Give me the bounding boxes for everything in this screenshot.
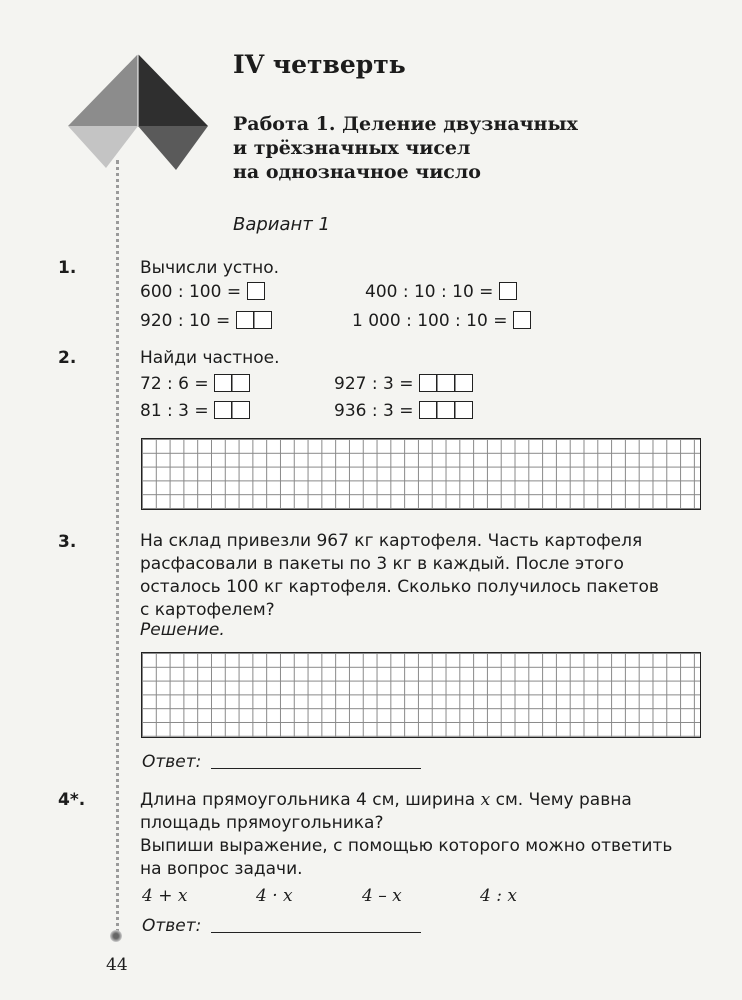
task-1-number: 1. [58,258,77,278]
task-2-expression-c [140,401,250,421]
answer-line[interactable] [211,920,421,933]
task-3-text [140,530,659,622]
task-3-line-2: расфасовали в пакеты по 3 кг в каждый. После этого [140,554,624,574]
task-2-expression-b [334,374,473,394]
task-4-option-4[interactable]: 4 : x [480,886,517,906]
task-3-answer-row [142,752,421,772]
task-4-line-1-start: Длина прямоугольника 4 см, ширина [140,790,481,810]
task-1-expression-d [352,311,531,331]
task-4-line-1-end: см. Чему равна [490,790,632,810]
expression-text: 1 000 : 100 : 10 = [352,311,508,331]
expression-text: 400 : 10 : 10 = [365,282,494,302]
task-1-prompt: Вычисли устно. [140,258,280,278]
work-title-line-1: Работа 1. Деление двузначных [233,113,578,135]
task-3-solution-label: Решение. [140,620,225,640]
answer-label: Ответ: [142,916,202,936]
task-4-line-4: на вопрос задачи. [140,859,303,879]
expression-text: 72 : 6 = [140,374,209,394]
work-title-line-3: на однозначное число [233,161,481,183]
answer-box-3-digit[interactable] [419,401,473,419]
task-4-number: 4*. [58,790,86,810]
task-4-option-2[interactable]: 4 · x [256,886,293,906]
task-2-number: 2. [58,348,77,368]
answer-label: Ответ: [142,752,202,772]
expression-text: 936 : 3 = [334,401,414,421]
margin-dotted-line [116,160,123,940]
expression-text: 81 : 3 = [140,401,209,421]
expression-text: 927 : 3 = [334,374,414,394]
answer-line[interactable] [211,756,421,769]
variant-label: Вариант 1 [233,214,330,235]
task-2-expression-d [334,401,473,421]
task-2-prompt: Найди частное. [140,348,280,368]
expression-text: 920 : 10 = [140,311,231,331]
margin-dot-end [110,930,122,942]
decorative-triangle-logo [66,52,211,172]
task-4-option-1[interactable]: 4 + x [142,886,188,906]
expression-text: 600 : 100 = [140,282,242,302]
task-1-expression-b [365,282,517,302]
task-4-line-3: Выпиши выражение, с помощью которого можно ответить [140,836,673,856]
task-3-solution-grid[interactable] [141,652,701,738]
task-3-number: 3. [58,532,77,552]
task-2-expression-a [140,374,250,394]
task-4-answer-row [142,916,421,936]
task-3-line-1: На склад привезли 967 кг картофеля. Часть картофеля [140,531,643,551]
quarter-heading: IV четверть [233,50,406,79]
answer-box-2-digit[interactable] [214,401,250,419]
answer-box-2-digit[interactable] [214,374,250,392]
task-3-line-4: с картофелем? [140,600,275,620]
task-4-text [140,789,672,881]
answer-box-2-digit[interactable] [236,311,272,329]
work-title-line-2: и трёхзначных чисел [233,137,471,159]
work-title [233,112,578,184]
task-2-work-grid[interactable] [141,438,701,510]
task-1-expression-c [140,311,272,331]
answer-box[interactable] [499,282,517,300]
answer-box[interactable] [247,282,265,300]
task-4-option-3[interactable]: 4 – x [362,886,402,906]
task-1-expression-a [140,282,265,302]
task-4-line-2: площадь прямоугольника? [140,813,384,833]
variable-x: x [480,790,491,810]
task-3-line-3: осталось 100 кг картофеля. Сколько получилось пакетов [140,577,659,597]
page-number: 44 [106,955,128,975]
answer-box[interactable] [513,311,531,329]
answer-box-3-digit[interactable] [419,374,473,392]
task-4-line-1 [140,789,672,812]
